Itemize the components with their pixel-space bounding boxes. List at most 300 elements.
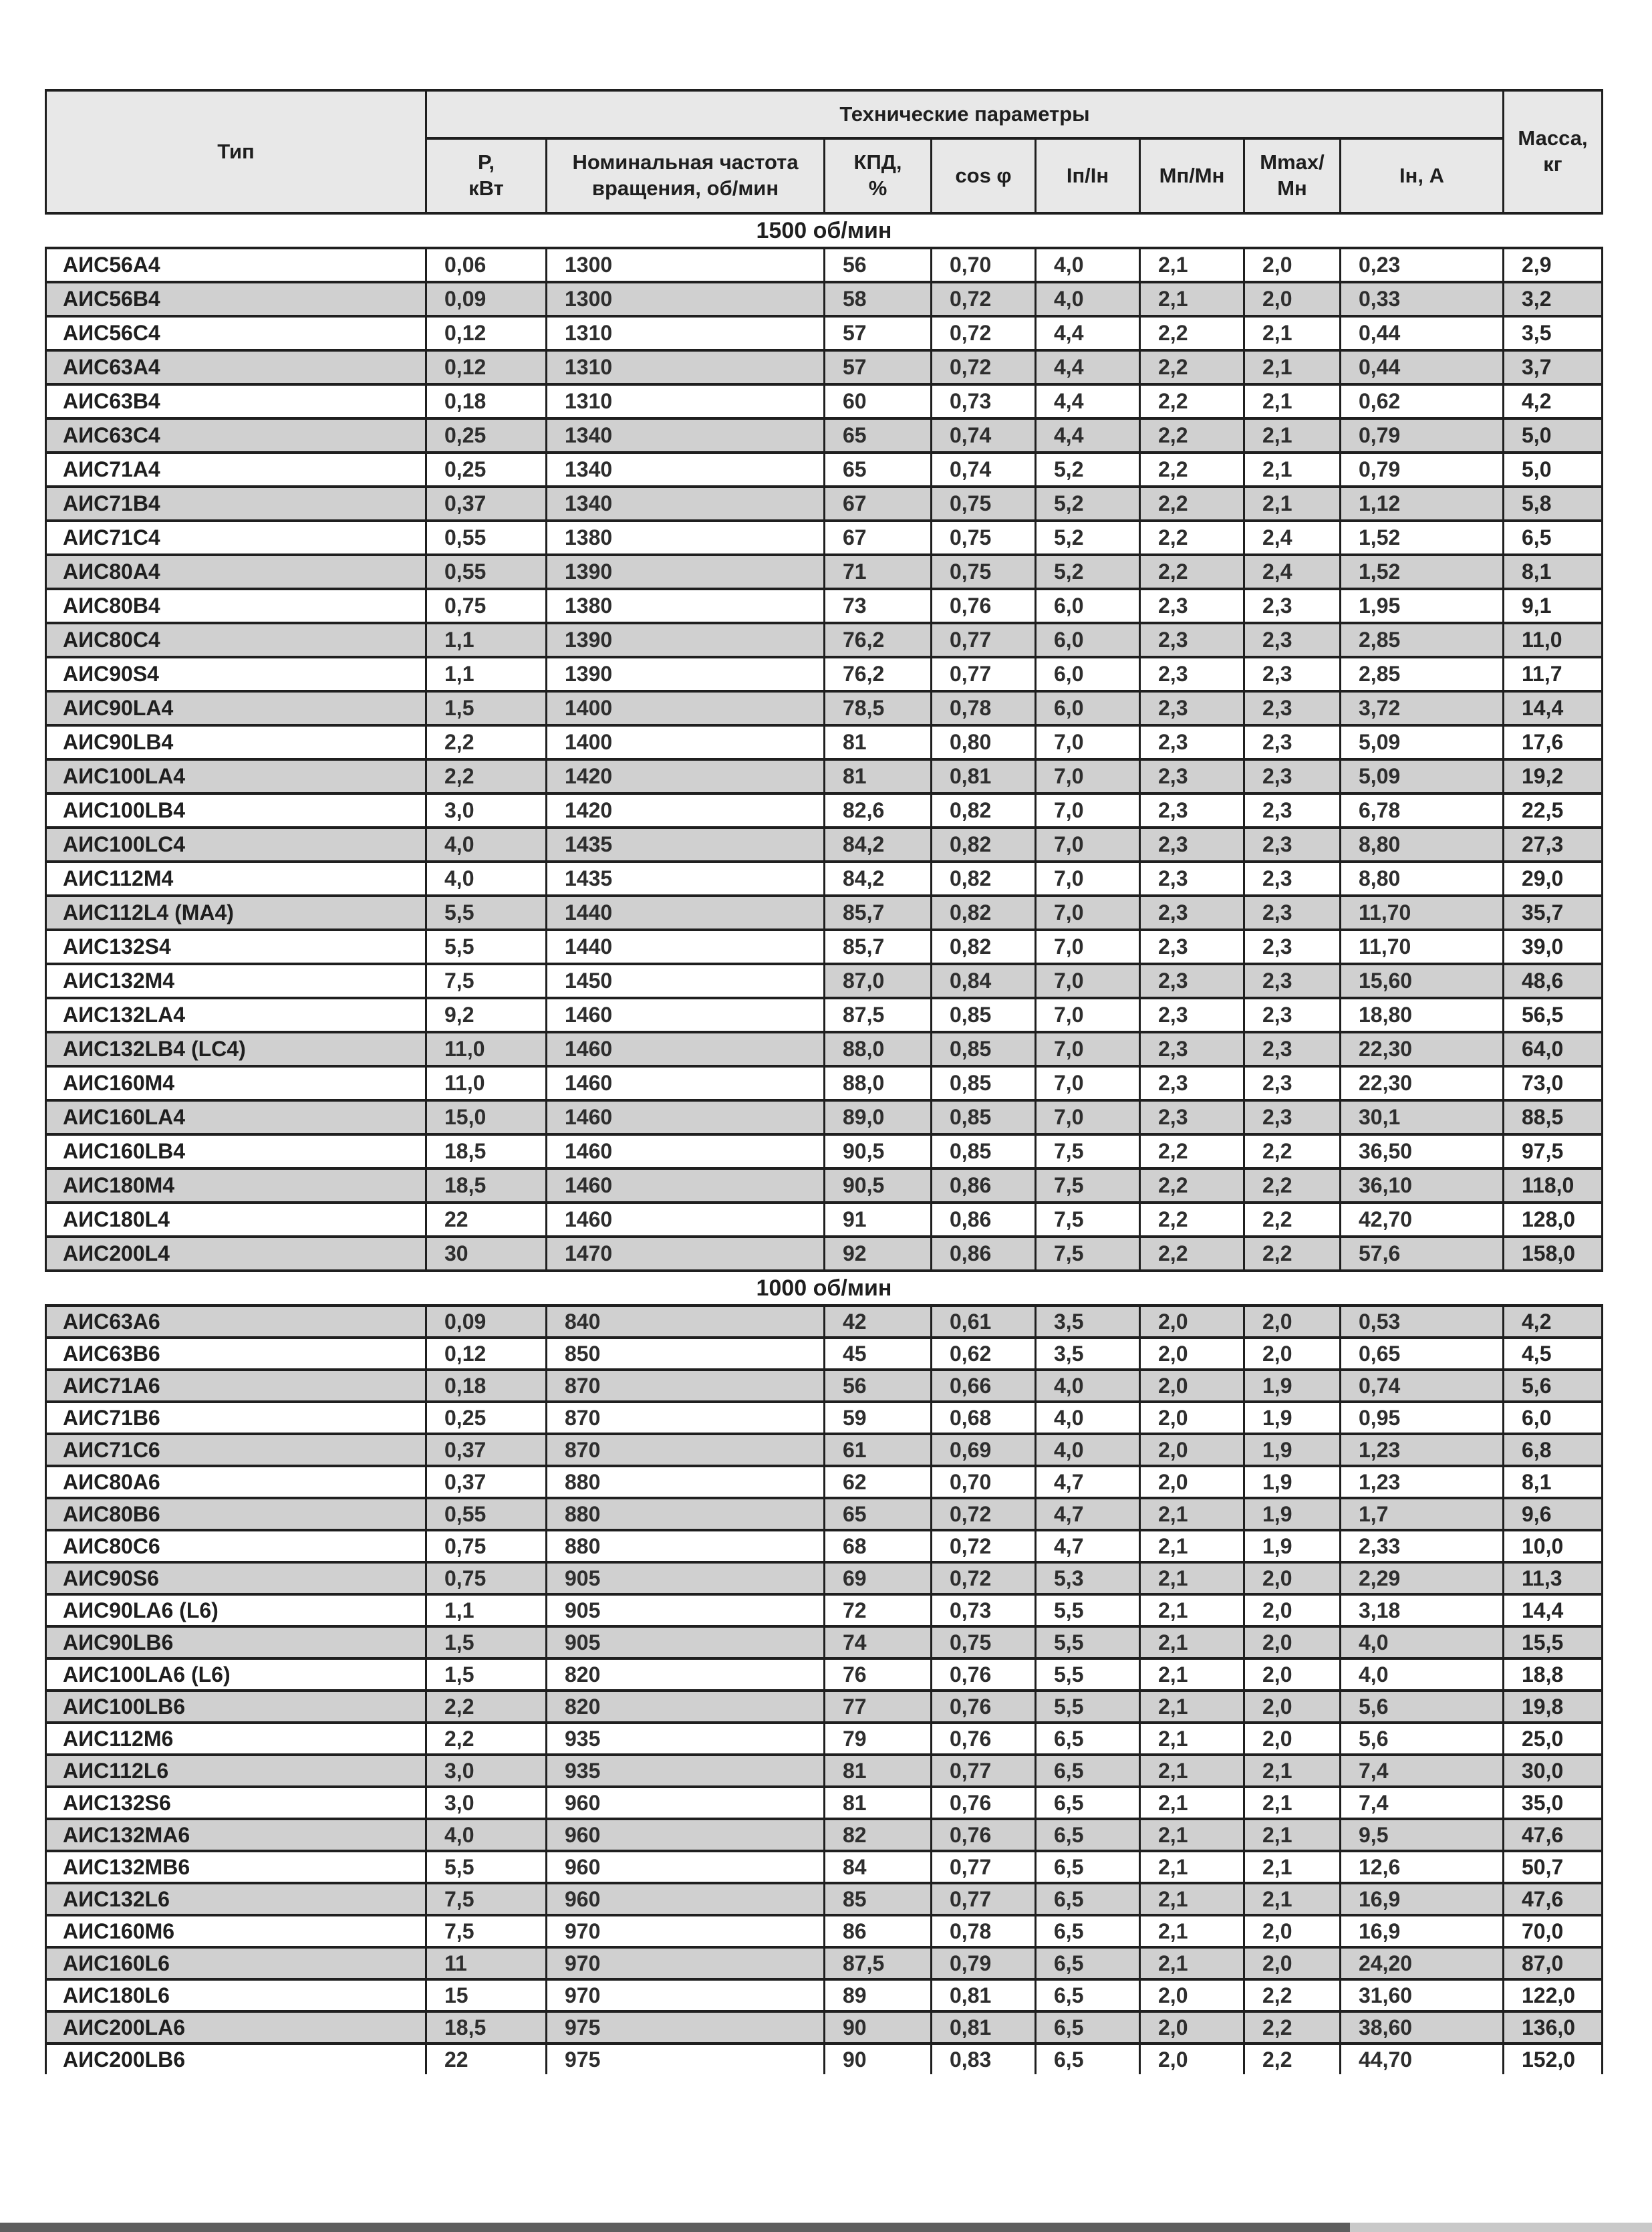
value-cell: 935 [547, 1755, 825, 1787]
motor-type-cell: АИС100LB6 [46, 1691, 426, 1723]
value-cell: 2,3 [1140, 964, 1244, 998]
spec-row [46, 1466, 1603, 1498]
value-cell: 0,74 [1341, 1370, 1504, 1402]
value-cell: 5,5 [1036, 1658, 1140, 1691]
value-cell: 1,95 [1341, 589, 1504, 623]
value-cell: 4,0 [1036, 1402, 1140, 1434]
value-cell: 0,95 [1341, 1402, 1504, 1434]
col-header-efficiency [825, 138, 932, 213]
value-cell: 2,33 [1341, 1530, 1504, 1562]
value-cell: 4,0 [426, 1819, 547, 1851]
value-cell: 3,5 [1036, 1338, 1140, 1370]
value-cell: 92 [825, 1237, 932, 1271]
value-cell: 1310 [547, 350, 825, 384]
value-cell: 81 [825, 725, 932, 759]
value-cell: 47,6 [1504, 1883, 1603, 1915]
spec-row [46, 998, 1603, 1032]
value-cell: 820 [547, 1658, 825, 1691]
section-title: 1000 об/мин [46, 1271, 1603, 1306]
value-cell: 6,0 [1504, 1402, 1603, 1434]
value-cell: 9,6 [1504, 1498, 1603, 1530]
value-cell: 57 [825, 316, 932, 350]
value-cell: 67 [825, 487, 932, 521]
motor-type-cell: АИС63A4 [46, 350, 426, 384]
value-cell: 6,5 [1036, 1755, 1140, 1787]
value-cell: 2,3 [1140, 896, 1244, 930]
value-cell: 9,1 [1504, 589, 1603, 623]
value-cell: 25,0 [1504, 1723, 1603, 1755]
value-cell: 2,2 [1140, 418, 1244, 453]
value-cell: 2,0 [1244, 1338, 1341, 1370]
value-cell: 89,0 [825, 1100, 932, 1134]
value-cell: 86 [825, 1915, 932, 1947]
value-cell: 2,0 [1140, 1370, 1244, 1402]
value-cell: 960 [547, 1883, 825, 1915]
value-cell: 89 [825, 1979, 932, 2011]
value-cell: 47,6 [1504, 1819, 1603, 1851]
col-header-mmax-mn [1244, 138, 1341, 213]
motor-type-cell: АИС180L4 [46, 1203, 426, 1237]
value-cell: 5,6 [1341, 1691, 1504, 1723]
value-cell: 5,5 [1036, 1594, 1140, 1626]
value-cell: 0,72 [932, 1498, 1036, 1530]
value-cell: 59 [825, 1402, 932, 1434]
spec-row [46, 691, 1603, 725]
value-cell: 4,4 [1036, 384, 1140, 418]
value-cell: 1435 [547, 862, 825, 896]
value-cell: 0,81 [932, 759, 1036, 793]
value-cell: 1390 [547, 555, 825, 589]
col-header-cos-phi [932, 138, 1036, 213]
value-cell: 3,7 [1504, 350, 1603, 384]
value-cell: 36,10 [1341, 1168, 1504, 1203]
value-cell: 0,75 [426, 589, 547, 623]
value-cell: 2,0 [1140, 1402, 1244, 1434]
value-cell: 1,9 [1244, 1530, 1341, 1562]
value-cell: 1,9 [1244, 1466, 1341, 1498]
value-cell: 2,3 [1244, 623, 1341, 657]
motor-type-cell: АИС63B4 [46, 384, 426, 418]
value-cell: 0,75 [932, 521, 1036, 555]
value-cell: 158,0 [1504, 1237, 1603, 1271]
value-cell: 5,2 [1036, 487, 1140, 521]
value-cell: 1,5 [426, 1626, 547, 1658]
spec-row [46, 453, 1603, 487]
motor-type-cell: АИС100LA6 (L6) [46, 1658, 426, 1691]
value-cell: 11,0 [426, 1032, 547, 1066]
value-cell: 5,3 [1036, 1562, 1140, 1594]
value-cell: 2,2 [1140, 555, 1244, 589]
value-cell: 0,69 [932, 1434, 1036, 1466]
value-cell: 18,8 [1504, 1658, 1603, 1691]
value-cell: 152,0 [1504, 2043, 1603, 2074]
motor-type-cell: АИС132MA6 [46, 1819, 426, 1851]
value-cell: 0,37 [426, 1434, 547, 1466]
col-header-in-a [1341, 138, 1504, 213]
value-cell: 0,75 [932, 487, 1036, 521]
value-cell: 0,12 [426, 1338, 547, 1370]
value-cell: 2,3 [1244, 930, 1341, 964]
value-cell: 65 [825, 453, 932, 487]
value-cell: 91 [825, 1203, 932, 1237]
value-cell: 1,5 [426, 691, 547, 725]
value-cell: 0,85 [932, 1066, 1036, 1100]
value-cell: 2,0 [1244, 1658, 1341, 1691]
col-header-power [426, 138, 547, 213]
spec-row [46, 1168, 1603, 1203]
value-cell: 2,3 [1244, 589, 1341, 623]
value-cell: 6,0 [1036, 657, 1140, 691]
value-cell: 2,2 [1244, 1979, 1341, 2011]
value-cell: 4,7 [1036, 1466, 1140, 1498]
motor-type-cell: АИС200LB6 [46, 2043, 426, 2074]
motor-type-cell: АИС71A4 [46, 453, 426, 487]
col-header-efficiency-line1: КПД, [853, 150, 902, 174]
value-cell: 65 [825, 418, 932, 453]
motor-type-cell: АИС80B4 [46, 589, 426, 623]
value-cell: 2,0 [1140, 1338, 1244, 1370]
value-cell: 2,1 [1244, 1883, 1341, 1915]
motor-type-cell: АИС80A6 [46, 1466, 426, 1498]
value-cell: 0,37 [426, 1466, 547, 1498]
value-cell: 87,5 [825, 1947, 932, 1979]
value-cell: 35,0 [1504, 1787, 1603, 1819]
value-cell: 85,7 [825, 896, 932, 930]
spec-row [46, 793, 1603, 828]
value-cell: 4,5 [1504, 1338, 1603, 1370]
spec-row [46, 896, 1603, 930]
value-cell: 0,09 [426, 282, 547, 316]
value-cell: 1460 [547, 1134, 825, 1168]
value-cell: 1,1 [426, 623, 547, 657]
value-cell: 5,2 [1036, 555, 1140, 589]
value-cell: 84,2 [825, 862, 932, 896]
value-cell: 2,2 [1140, 1237, 1244, 1271]
value-cell: 36,50 [1341, 1134, 1504, 1168]
value-cell: 7,5 [1036, 1168, 1140, 1203]
value-cell: 1440 [547, 930, 825, 964]
col-header-in-a-line1: Iн, А [1399, 163, 1444, 187]
value-cell: 1,7 [1341, 1498, 1504, 1530]
value-cell: 2,1 [1244, 453, 1341, 487]
value-cell: 7,5 [426, 1915, 547, 1947]
value-cell: 1,9 [1244, 1498, 1341, 1530]
value-cell: 31,60 [1341, 1979, 1504, 2011]
value-cell: 85 [825, 1883, 932, 1915]
value-cell: 42,70 [1341, 1203, 1504, 1237]
value-cell: 905 [547, 1594, 825, 1626]
value-cell: 0,85 [932, 998, 1036, 1032]
col-header-rpm-line2: вращения, об/мин [591, 176, 779, 200]
value-cell: 57 [825, 350, 932, 384]
value-cell: 7,0 [1036, 1032, 1140, 1066]
value-cell: 0,18 [426, 384, 547, 418]
value-cell: 960 [547, 1787, 825, 1819]
value-cell: 5,5 [1036, 1626, 1140, 1658]
motor-type-cell: АИС132S4 [46, 930, 426, 964]
value-cell: 19,2 [1504, 759, 1603, 793]
value-cell: 4,0 [1036, 1370, 1140, 1402]
value-cell: 6,78 [1341, 793, 1504, 828]
value-cell: 30,0 [1504, 1755, 1603, 1787]
value-cell: 30,1 [1341, 1100, 1504, 1134]
value-cell: 3,2 [1504, 282, 1603, 316]
value-cell: 30 [426, 1237, 547, 1271]
value-cell: 82,6 [825, 793, 932, 828]
value-cell: 7,0 [1036, 759, 1140, 793]
value-cell: 6,5 [1036, 1851, 1140, 1883]
value-cell: 2,4 [1244, 521, 1341, 555]
value-cell: 3,72 [1341, 691, 1504, 725]
motor-type-cell: АИС200L4 [46, 1237, 426, 1271]
value-cell: 1380 [547, 589, 825, 623]
value-cell: 7,0 [1036, 998, 1140, 1032]
value-cell: 88,0 [825, 1066, 932, 1100]
spec-row [46, 1755, 1603, 1787]
spec-row [46, 1819, 1603, 1851]
value-cell: 975 [547, 2043, 825, 2074]
value-cell: 48,6 [1504, 964, 1603, 998]
spec-row [46, 1915, 1603, 1947]
spec-row [46, 623, 1603, 657]
value-cell: 15,5 [1504, 1626, 1603, 1658]
col-header-ip-in-line1: Iп/Iн [1066, 163, 1109, 187]
value-cell: 2,0 [1244, 1562, 1341, 1594]
value-cell: 0,82 [932, 793, 1036, 828]
value-cell: 7,5 [1036, 1237, 1140, 1271]
value-cell: 2,1 [1140, 1594, 1244, 1626]
value-cell: 2,85 [1341, 657, 1504, 691]
spec-row [46, 1691, 1603, 1723]
spec-row [46, 1237, 1603, 1271]
col-header-mass-line2: кг [1543, 152, 1562, 176]
motor-type-cell: АИС200LA6 [46, 2011, 426, 2043]
value-cell: 90 [825, 2043, 932, 2074]
value-cell: 2,2 [1140, 1134, 1244, 1168]
value-cell: 1420 [547, 793, 825, 828]
value-cell: 0,73 [932, 1594, 1036, 1626]
value-cell: 2,3 [1140, 691, 1244, 725]
value-cell: 64,0 [1504, 1032, 1603, 1066]
value-cell: 74 [825, 1626, 932, 1658]
value-cell: 2,2 [426, 1691, 547, 1723]
value-cell: 2,3 [1140, 998, 1244, 1032]
spec-row [46, 1594, 1603, 1626]
value-cell: 7,0 [1036, 1100, 1140, 1134]
value-cell: 0,12 [426, 350, 547, 384]
value-cell: 2,1 [1140, 1851, 1244, 1883]
value-cell: 97,5 [1504, 1134, 1603, 1168]
value-cell: 14,4 [1504, 691, 1603, 725]
value-cell: 2,1 [1244, 1851, 1341, 1883]
value-cell: 2,9 [1504, 248, 1603, 282]
value-cell: 0,76 [932, 1787, 1036, 1819]
value-cell: 122,0 [1504, 1979, 1603, 2011]
value-cell: 2,1 [1244, 384, 1341, 418]
spec-row [46, 1134, 1603, 1168]
value-cell: 2,0 [1140, 1979, 1244, 2011]
col-header-rpm-line1: Номинальная частота [572, 150, 799, 174]
value-cell: 14,4 [1504, 1594, 1603, 1626]
motor-type-cell: АИС90S4 [46, 657, 426, 691]
value-cell: 0,12 [426, 316, 547, 350]
value-cell: 0,44 [1341, 316, 1504, 350]
value-cell: 1300 [547, 248, 825, 282]
value-cell: 0,79 [1341, 453, 1504, 487]
value-cell: 85,7 [825, 930, 932, 964]
value-cell: 6,0 [1036, 691, 1140, 725]
value-cell: 7,4 [1341, 1787, 1504, 1819]
value-cell: 870 [547, 1434, 825, 1466]
value-cell: 4,4 [1036, 350, 1140, 384]
value-cell: 2,3 [1244, 759, 1341, 793]
value-cell: 0,77 [932, 1883, 1036, 1915]
value-cell: 7,0 [1036, 828, 1140, 862]
value-cell: 70,0 [1504, 1915, 1603, 1947]
value-cell: 76,2 [825, 657, 932, 691]
motor-type-cell: АИС160M6 [46, 1915, 426, 1947]
value-cell: 16,9 [1341, 1915, 1504, 1947]
value-cell: 0,33 [1341, 282, 1504, 316]
value-cell: 1,9 [1244, 1370, 1341, 1402]
value-cell: 22,30 [1341, 1066, 1504, 1100]
spec-row [46, 384, 1603, 418]
value-cell: 1340 [547, 453, 825, 487]
spec-row [46, 1402, 1603, 1434]
value-cell: 22 [426, 1203, 547, 1237]
value-cell: 0,78 [932, 691, 1036, 725]
spec-row [46, 1947, 1603, 1979]
value-cell: 44,70 [1341, 2043, 1504, 2074]
value-cell: 0,77 [932, 623, 1036, 657]
value-cell: 50,7 [1504, 1851, 1603, 1883]
value-cell: 0,66 [932, 1370, 1036, 1402]
value-cell: 1,1 [426, 1594, 547, 1626]
spec-row [46, 521, 1603, 555]
spec-row [46, 1066, 1603, 1100]
spec-row [46, 1723, 1603, 1755]
value-cell: 2,1 [1140, 248, 1244, 282]
value-cell: 5,5 [426, 896, 547, 930]
value-cell: 79 [825, 1723, 932, 1755]
spec-row [46, 1562, 1603, 1594]
value-cell: 2,3 [1244, 896, 1341, 930]
motor-type-cell: АИС71C4 [46, 521, 426, 555]
value-cell: 18,5 [426, 1134, 547, 1168]
motor-type-cell: АИС90LA4 [46, 691, 426, 725]
value-cell: 0,62 [932, 1338, 1036, 1370]
motor-type-cell: АИС160LB4 [46, 1134, 426, 1168]
value-cell: 0,85 [932, 1134, 1036, 1168]
value-cell: 35,7 [1504, 896, 1603, 930]
value-cell: 8,80 [1341, 828, 1504, 862]
value-cell: 2,2 [1140, 1168, 1244, 1203]
value-cell: 4,0 [1341, 1626, 1504, 1658]
motor-type-cell: АИС80C6 [46, 1530, 426, 1562]
value-cell: 5,0 [1504, 418, 1603, 453]
value-cell: 7,5 [1036, 1203, 1140, 1237]
value-cell: 27,3 [1504, 828, 1603, 862]
value-cell: 935 [547, 1723, 825, 1755]
value-cell: 3,0 [426, 1755, 547, 1787]
motor-type-cell: АИС56A4 [46, 248, 426, 282]
value-cell: 2,3 [1140, 725, 1244, 759]
value-cell: 4,0 [426, 828, 547, 862]
bottom-bar-light-segment [1350, 2223, 1652, 2232]
spec-row [46, 657, 1603, 691]
motor-type-cell: АИС90LB4 [46, 725, 426, 759]
value-cell: 1460 [547, 1032, 825, 1066]
value-cell: 0,76 [932, 1819, 1036, 1851]
value-cell: 0,73 [932, 384, 1036, 418]
value-cell: 6,5 [1036, 1723, 1140, 1755]
section-title-row [46, 1271, 1603, 1306]
spec-row [46, 930, 1603, 964]
value-cell: 81 [825, 1787, 932, 1819]
value-cell: 5,0 [1504, 453, 1603, 487]
value-cell: 2,2 [426, 725, 547, 759]
value-cell: 2,0 [1244, 248, 1341, 282]
value-cell: 2,1 [1140, 1723, 1244, 1755]
value-cell: 4,0 [1036, 282, 1140, 316]
value-cell: 11,70 [1341, 896, 1504, 930]
value-cell: 57,6 [1341, 1237, 1504, 1271]
value-cell: 65 [825, 1498, 932, 1530]
col-header-type: Тип [46, 90, 426, 213]
value-cell: 22 [426, 2043, 547, 2074]
value-cell: 960 [547, 1851, 825, 1883]
value-cell: 880 [547, 1466, 825, 1498]
value-cell: 820 [547, 1691, 825, 1723]
value-cell: 2,0 [1140, 2043, 1244, 2074]
bottom-bar-dark-segment [0, 2223, 1350, 2232]
value-cell: 1460 [547, 1203, 825, 1237]
value-cell: 7,0 [1036, 862, 1140, 896]
value-cell: 82 [825, 1819, 932, 1851]
value-cell: 1390 [547, 657, 825, 691]
value-cell: 1,9 [1244, 1402, 1341, 1434]
value-cell: 2,3 [1140, 1066, 1244, 1100]
motor-type-cell: АИС132S6 [46, 1787, 426, 1819]
value-cell: 0,44 [1341, 350, 1504, 384]
value-cell: 2,1 [1140, 1626, 1244, 1658]
value-cell: 2,1 [1140, 1562, 1244, 1594]
col-header-mp-mn [1140, 138, 1244, 213]
value-cell: 2,1 [1140, 1658, 1244, 1691]
value-cell: 960 [547, 1819, 825, 1851]
value-cell: 0,77 [932, 1851, 1036, 1883]
value-cell: 1,5 [426, 1658, 547, 1691]
value-cell: 0,76 [932, 1658, 1036, 1691]
value-cell: 2,3 [1140, 1032, 1244, 1066]
value-cell: 39,0 [1504, 930, 1603, 964]
value-cell: 0,86 [932, 1203, 1036, 1237]
value-cell: 1450 [547, 964, 825, 998]
value-cell: 2,2 [1244, 1203, 1341, 1237]
col-header-tech-params: Технические параметры [426, 90, 1504, 138]
value-cell: 4,0 [1036, 1434, 1140, 1466]
value-cell: 0,76 [932, 589, 1036, 623]
spec-row [46, 2043, 1603, 2074]
header-row-top [46, 90, 1603, 138]
motor-type-cell: АИС160L6 [46, 1947, 426, 1979]
value-cell: 2,1 [1244, 487, 1341, 521]
value-cell: 88,5 [1504, 1100, 1603, 1134]
spec-row [46, 828, 1603, 862]
value-cell: 2,1 [1140, 1915, 1244, 1947]
spec-row [46, 589, 1603, 623]
value-cell: 1,52 [1341, 555, 1504, 589]
